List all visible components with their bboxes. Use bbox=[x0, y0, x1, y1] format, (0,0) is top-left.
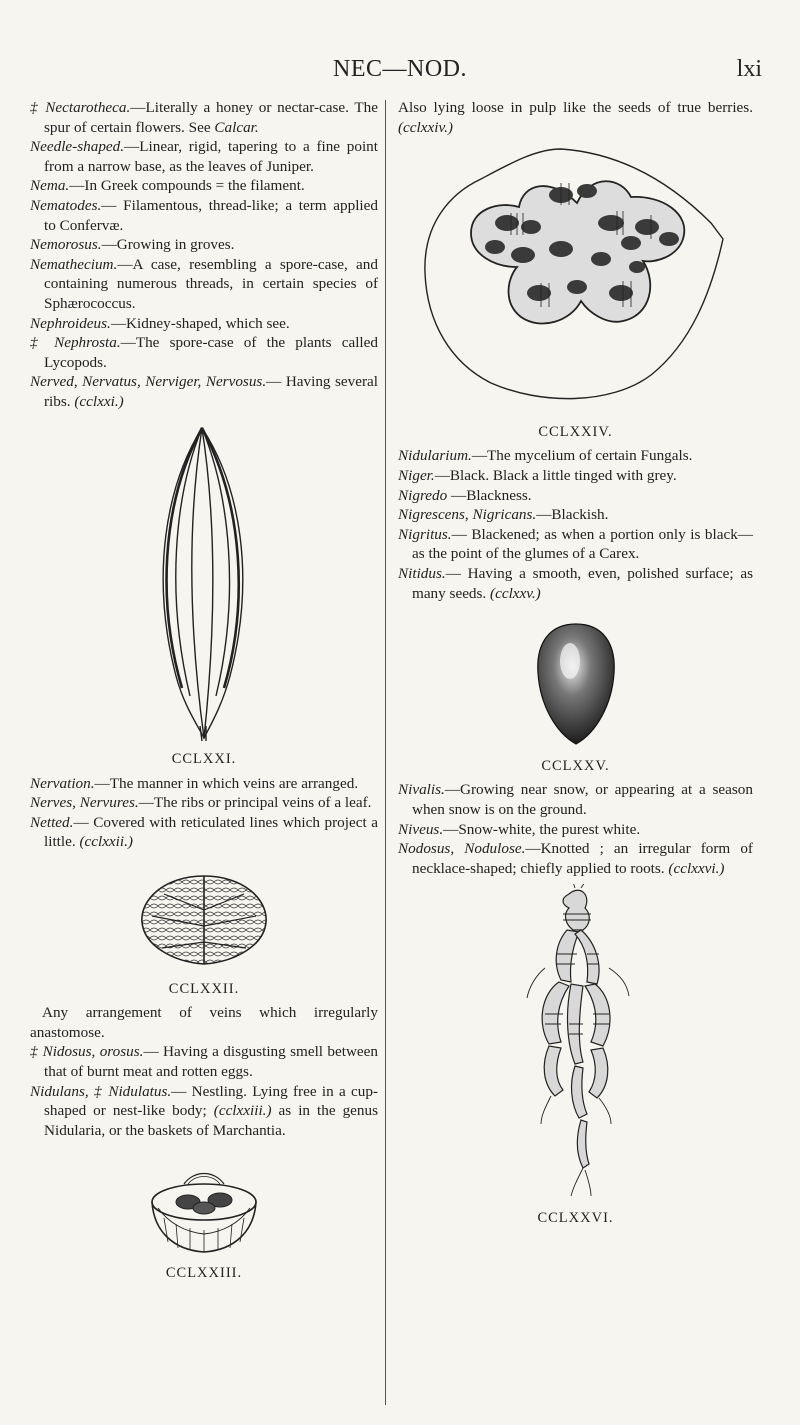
term: Nivalis. bbox=[398, 781, 445, 799]
definition: — Filamentous, thread-like; a term applied to Confervæ. bbox=[44, 196, 378, 234]
figure-cclxxiv bbox=[398, 143, 753, 419]
figure-reference: (cclxxi.) bbox=[74, 392, 124, 410]
term: Nemorosus. bbox=[30, 236, 102, 254]
entry-nigrescens bbox=[398, 505, 753, 525]
entry-nectarotheca bbox=[30, 98, 378, 137]
figure-reference: (cclxxiii.) bbox=[213, 1102, 272, 1120]
entry-nemorosus bbox=[30, 235, 378, 255]
definition: —The spore-case of the plants called Lycopods. bbox=[44, 334, 378, 371]
term: Nemathecium. bbox=[30, 255, 118, 273]
definition: — Nestling. Lying free in a cup-shaped or nest-like body; bbox=[44, 1082, 378, 1120]
entry-netted bbox=[30, 813, 378, 852]
berry-pulp-seeds-illustration bbox=[411, 143, 741, 413]
definition: —The manner in which veins are arranged. bbox=[94, 774, 359, 792]
entry-nidulans bbox=[30, 1082, 378, 1141]
term: Nephroideus. bbox=[30, 314, 111, 332]
column-rule bbox=[385, 100, 386, 1405]
figure-caption: CCLXXVI. bbox=[537, 1209, 614, 1226]
term: Nerved, Nervatus, Nerviger, Nervosus. bbox=[30, 373, 267, 391]
term: ‡ Nectarotheca. bbox=[30, 99, 131, 116]
entry-nephroideus bbox=[30, 314, 378, 334]
definition: —Black. Black a little tinged with grey. bbox=[434, 466, 677, 484]
paragraph-text: Also lying loose in pulp like the seeds of true berries. bbox=[398, 99, 753, 116]
entry-nematodes bbox=[30, 196, 378, 235]
figure-caption: CCLXXI. bbox=[171, 751, 237, 768]
entry-nema bbox=[30, 176, 378, 196]
figure-cclxxvi bbox=[398, 884, 753, 1205]
definition: —Blackish. bbox=[536, 506, 609, 524]
right-column bbox=[398, 98, 753, 1232]
figure-reference: (cclxxii.) bbox=[79, 833, 133, 851]
entry-nerved bbox=[30, 372, 378, 411]
definition: —Literally a honey or nectar-case. The spur of certain flowers. See bbox=[44, 99, 378, 136]
entry-nephrosta bbox=[30, 333, 378, 372]
definition: —Knotted ; an irregular form of necklace-shaped; chiefly applied to roots. bbox=[412, 840, 753, 877]
term: Nidulans, ‡ Nidulatus. bbox=[30, 1082, 172, 1100]
entry-nivalis bbox=[398, 780, 753, 819]
figure-reference: (cclxxv.) bbox=[490, 584, 541, 602]
definition: —Growing near snow, or appearing at a season when snow is on the ground. bbox=[412, 781, 753, 818]
figure-caption: CCLXXV. bbox=[541, 757, 610, 774]
definition: —In Greek compounds = the filament. bbox=[69, 177, 305, 195]
definition: — Blackened; as when a portion only is black—as the point of the glumes of a Carex. bbox=[412, 525, 753, 563]
cross-reference: Calcar. bbox=[214, 118, 259, 136]
term: Nervation. bbox=[30, 774, 95, 792]
paragraph bbox=[398, 98, 753, 137]
term: Nodosus, Nodulose. bbox=[398, 840, 526, 858]
term: Nerves, Nervures. bbox=[30, 794, 139, 812]
entry-nigredo bbox=[398, 486, 753, 506]
entry-nitidus bbox=[398, 564, 753, 603]
figure-cclxxi bbox=[30, 426, 378, 747]
term: Niger. bbox=[398, 466, 435, 484]
entry-nervation bbox=[30, 774, 378, 794]
figure-reference: (cclxxiv.) bbox=[398, 118, 453, 136]
definition: — Having a disgusting smell between that of burnt meat and rotten eggs. bbox=[44, 1043, 379, 1081]
polished-seed-illustration bbox=[534, 621, 618, 747]
entry-nemathecium bbox=[30, 255, 378, 314]
definition: —The ribs or principal veins of a leaf. bbox=[138, 794, 372, 812]
definition: —Growing in groves. bbox=[101, 236, 235, 254]
definition: — Having a smooth, even, polished surface; as many seeds. bbox=[412, 564, 753, 602]
entry-nerves bbox=[30, 793, 378, 813]
term: Nigritus. bbox=[398, 525, 452, 543]
figure-cclxxii bbox=[30, 870, 378, 976]
entry-needle-shaped bbox=[30, 137, 378, 176]
term: Nigredo bbox=[398, 486, 448, 504]
entry-nidularium bbox=[398, 446, 753, 466]
term: Niveus. bbox=[398, 820, 444, 838]
definition: —Snow-white, the purest white. bbox=[443, 820, 641, 838]
figure-cclxxiii bbox=[30, 1162, 378, 1260]
term: Nematodes. bbox=[30, 196, 102, 214]
definition: —Kidney-shaped, which see. bbox=[110, 314, 290, 332]
term: Nitidus. bbox=[398, 564, 446, 582]
nerved-leaf-illustration bbox=[144, 426, 264, 741]
running-head: NEC—NOD. bbox=[333, 56, 467, 82]
entry-niveus bbox=[398, 820, 753, 840]
definition: —Blackness. bbox=[451, 486, 532, 504]
term: Nema. bbox=[30, 177, 70, 195]
figure-caption: CCLXXII. bbox=[168, 980, 240, 997]
definition: —A case, resembling a spore-case, and containing numerous threads, in certain species of Sphærococcus. bbox=[44, 255, 378, 312]
netted-leaf-illustration bbox=[134, 870, 274, 970]
page-number: lxi bbox=[736, 56, 762, 82]
term: Netted. bbox=[30, 813, 74, 831]
term: Nidularium. bbox=[398, 447, 472, 465]
nest-cup-illustration bbox=[144, 1162, 264, 1254]
term: Nigrescens, Nigricans. bbox=[398, 506, 537, 524]
term: Needle-shaped. bbox=[30, 138, 125, 156]
definition: — Having several ribs. bbox=[44, 373, 379, 410]
definition: —Linear, rigid, tapering to a fine point from a narrow base, as the leaves of Juniper. bbox=[44, 138, 378, 175]
entry-nodosus bbox=[398, 839, 753, 878]
left-column bbox=[30, 98, 378, 1288]
figure-caption: CCLXXIV. bbox=[538, 423, 613, 440]
paragraph: Any arrangement of veins which irregularly anastomose. bbox=[30, 1004, 378, 1041]
figure-cclxxv bbox=[398, 621, 753, 753]
term: ‡ Nephrosta. bbox=[30, 334, 121, 352]
page-header bbox=[0, 56, 800, 86]
knotted-root-illustration bbox=[511, 884, 641, 1199]
term: ‡ Nidosus, orosus. bbox=[30, 1043, 144, 1061]
figure-reference: (cclxxvi.) bbox=[668, 859, 725, 877]
entry-nidosus bbox=[30, 1042, 378, 1081]
entry-nigritus bbox=[398, 525, 753, 564]
definition: — Covered with reticulated lines which project a little. bbox=[44, 813, 378, 851]
entry-niger bbox=[398, 466, 753, 486]
figure-caption: CCLXXIII. bbox=[165, 1265, 243, 1281]
definition: —The mycelium of certain Fungals. bbox=[471, 447, 693, 465]
definition-continued: as in the genus Nidularia, or the baskets of Marchantia. bbox=[44, 1102, 379, 1139]
